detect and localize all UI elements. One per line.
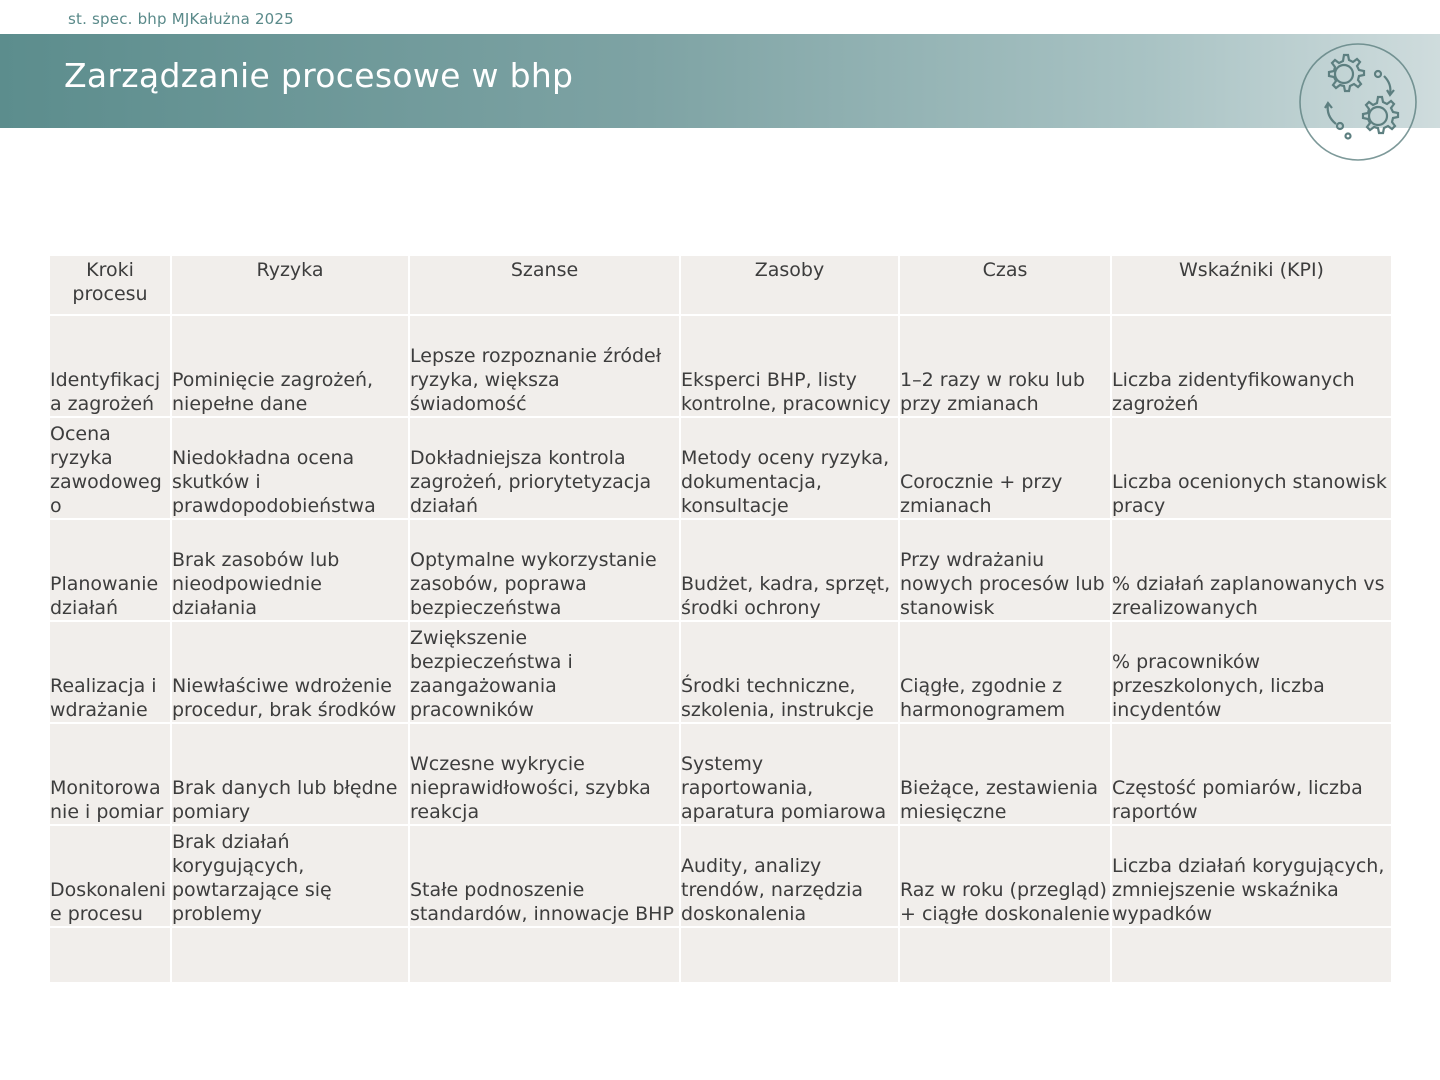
cell-kpi: Częstość pomiarów, liczba raportów	[1112, 724, 1391, 824]
table-row-empty	[50, 928, 1391, 982]
cell-risk: Pominięcie zagrożeń, niepełne dane	[172, 316, 408, 416]
cell-step: Monitorowanie i pomiar	[50, 724, 170, 824]
cell-time: 1–2 razy w roku lub przy zmianach	[900, 316, 1110, 416]
cell-opportunity: Wczesne wykrycie nieprawidłowości, szybka reakcja	[410, 724, 679, 824]
page-title: Zarządzanie procesowe w bhp	[64, 56, 574, 95]
cell-opportunity: Zwiększenie bezpieczeństwa i zaangażowania pracowników	[410, 622, 679, 722]
cell-resources: Audity, analizy trendów, narzędzia doskonalenia	[681, 826, 898, 926]
cell-risk: Brak danych lub błędne pomiary	[172, 724, 408, 824]
table-row	[50, 724, 1391, 824]
cell-kpi: % pracowników przeszkolonych, liczba incydentów	[1112, 622, 1391, 722]
cell-step: Doskonalenie procesu	[50, 826, 170, 926]
cell-risk: Brak działań korygujących, powtarzające się problemy	[172, 826, 408, 926]
cell-kpi: Liczba zidentyfikowanych zagrożeń	[1112, 316, 1391, 416]
process-table-wrapper	[48, 254, 1391, 984]
column-header-resources: Zasoby	[681, 256, 898, 314]
cell-risk: Niedokładna ocena skutków i prawdopodobieństwa	[172, 418, 408, 518]
cell-resources: Metody oceny ryzyka, dokumentacja, konsultacje	[681, 418, 898, 518]
cell-step: Identyfikacja zagrożeń	[50, 316, 170, 416]
cell-opportunity: Stałe podnoszenie standardów, innowacje BHP	[410, 826, 679, 926]
cell-step: Realizacja i wdrażanie	[50, 622, 170, 722]
cell-risk: Brak zasobów lub nieodpowiednie działania	[172, 520, 408, 620]
column-header-steps: Kroki procesu	[50, 256, 170, 314]
cell-resources: Środki techniczne, szkolenia, instrukcje	[681, 622, 898, 722]
cell-time: Ciągłe, zgodnie z harmonogramem	[900, 622, 1110, 722]
table-header-row	[50, 256, 1391, 314]
cell-time: Raz w roku (przegląd) + ciągłe doskonalenie	[900, 826, 1110, 926]
cell-step: Planowanie działań	[50, 520, 170, 620]
cell-step: Ocena ryzyka zawodowego	[50, 418, 170, 518]
column-header-kpi: Wskaźniki (KPI)	[1112, 256, 1391, 314]
column-header-time: Czas	[900, 256, 1110, 314]
table-row	[50, 418, 1391, 518]
cell-opportunity: Dokładniejsza kontrola zagrożeń, priorytetyzacja działań	[410, 418, 679, 518]
process-table	[48, 254, 1393, 984]
cell-resources: Systemy raportowania, aparatura pomiarowa	[681, 724, 898, 824]
cell-time: Corocznie + przy zmianach	[900, 418, 1110, 518]
cell-kpi: Liczba działań korygujących, zmniejszenie wskaźnika wypadków	[1112, 826, 1391, 926]
table-row	[50, 316, 1391, 416]
cell-opportunity: Lepsze rozpoznanie źródeł ryzyka, większa świadomość	[410, 316, 679, 416]
cell-resources: Eksperci BHP, listy kontrolne, pracownicy	[681, 316, 898, 416]
cell-opportunity: Optymalne wykorzystanie zasobów, poprawa bezpieczeństwa	[410, 520, 679, 620]
cell-empty	[172, 928, 408, 982]
table-row	[50, 826, 1391, 926]
title-banner	[0, 34, 1440, 128]
cell-resources: Budżet, kadra, sprzęt, środki ochrony	[681, 520, 898, 620]
table-row	[50, 520, 1391, 620]
cell-risk: Niewłaściwe wdrożenie procedur, brak środków	[172, 622, 408, 722]
cell-time: Bieżące, zestawienia miesięczne	[900, 724, 1110, 824]
cell-kpi: % działań zaplanowanych vs zrealizowanych	[1112, 520, 1391, 620]
column-header-opportunities: Szanse	[410, 256, 679, 314]
cell-empty	[50, 928, 170, 982]
column-header-risks: Ryzyka	[172, 256, 408, 314]
gears-icon	[1296, 40, 1420, 164]
cell-empty	[681, 928, 898, 982]
header-note: st. spec. bhp MJKałużna 2025	[68, 10, 294, 28]
table-row	[50, 622, 1391, 722]
cell-empty	[1112, 928, 1391, 982]
cell-empty	[410, 928, 679, 982]
cell-kpi: Liczba ocenionych stanowisk pracy	[1112, 418, 1391, 518]
cell-empty	[900, 928, 1110, 982]
cell-time: Przy wdrażaniu nowych procesów lub stanowisk	[900, 520, 1110, 620]
